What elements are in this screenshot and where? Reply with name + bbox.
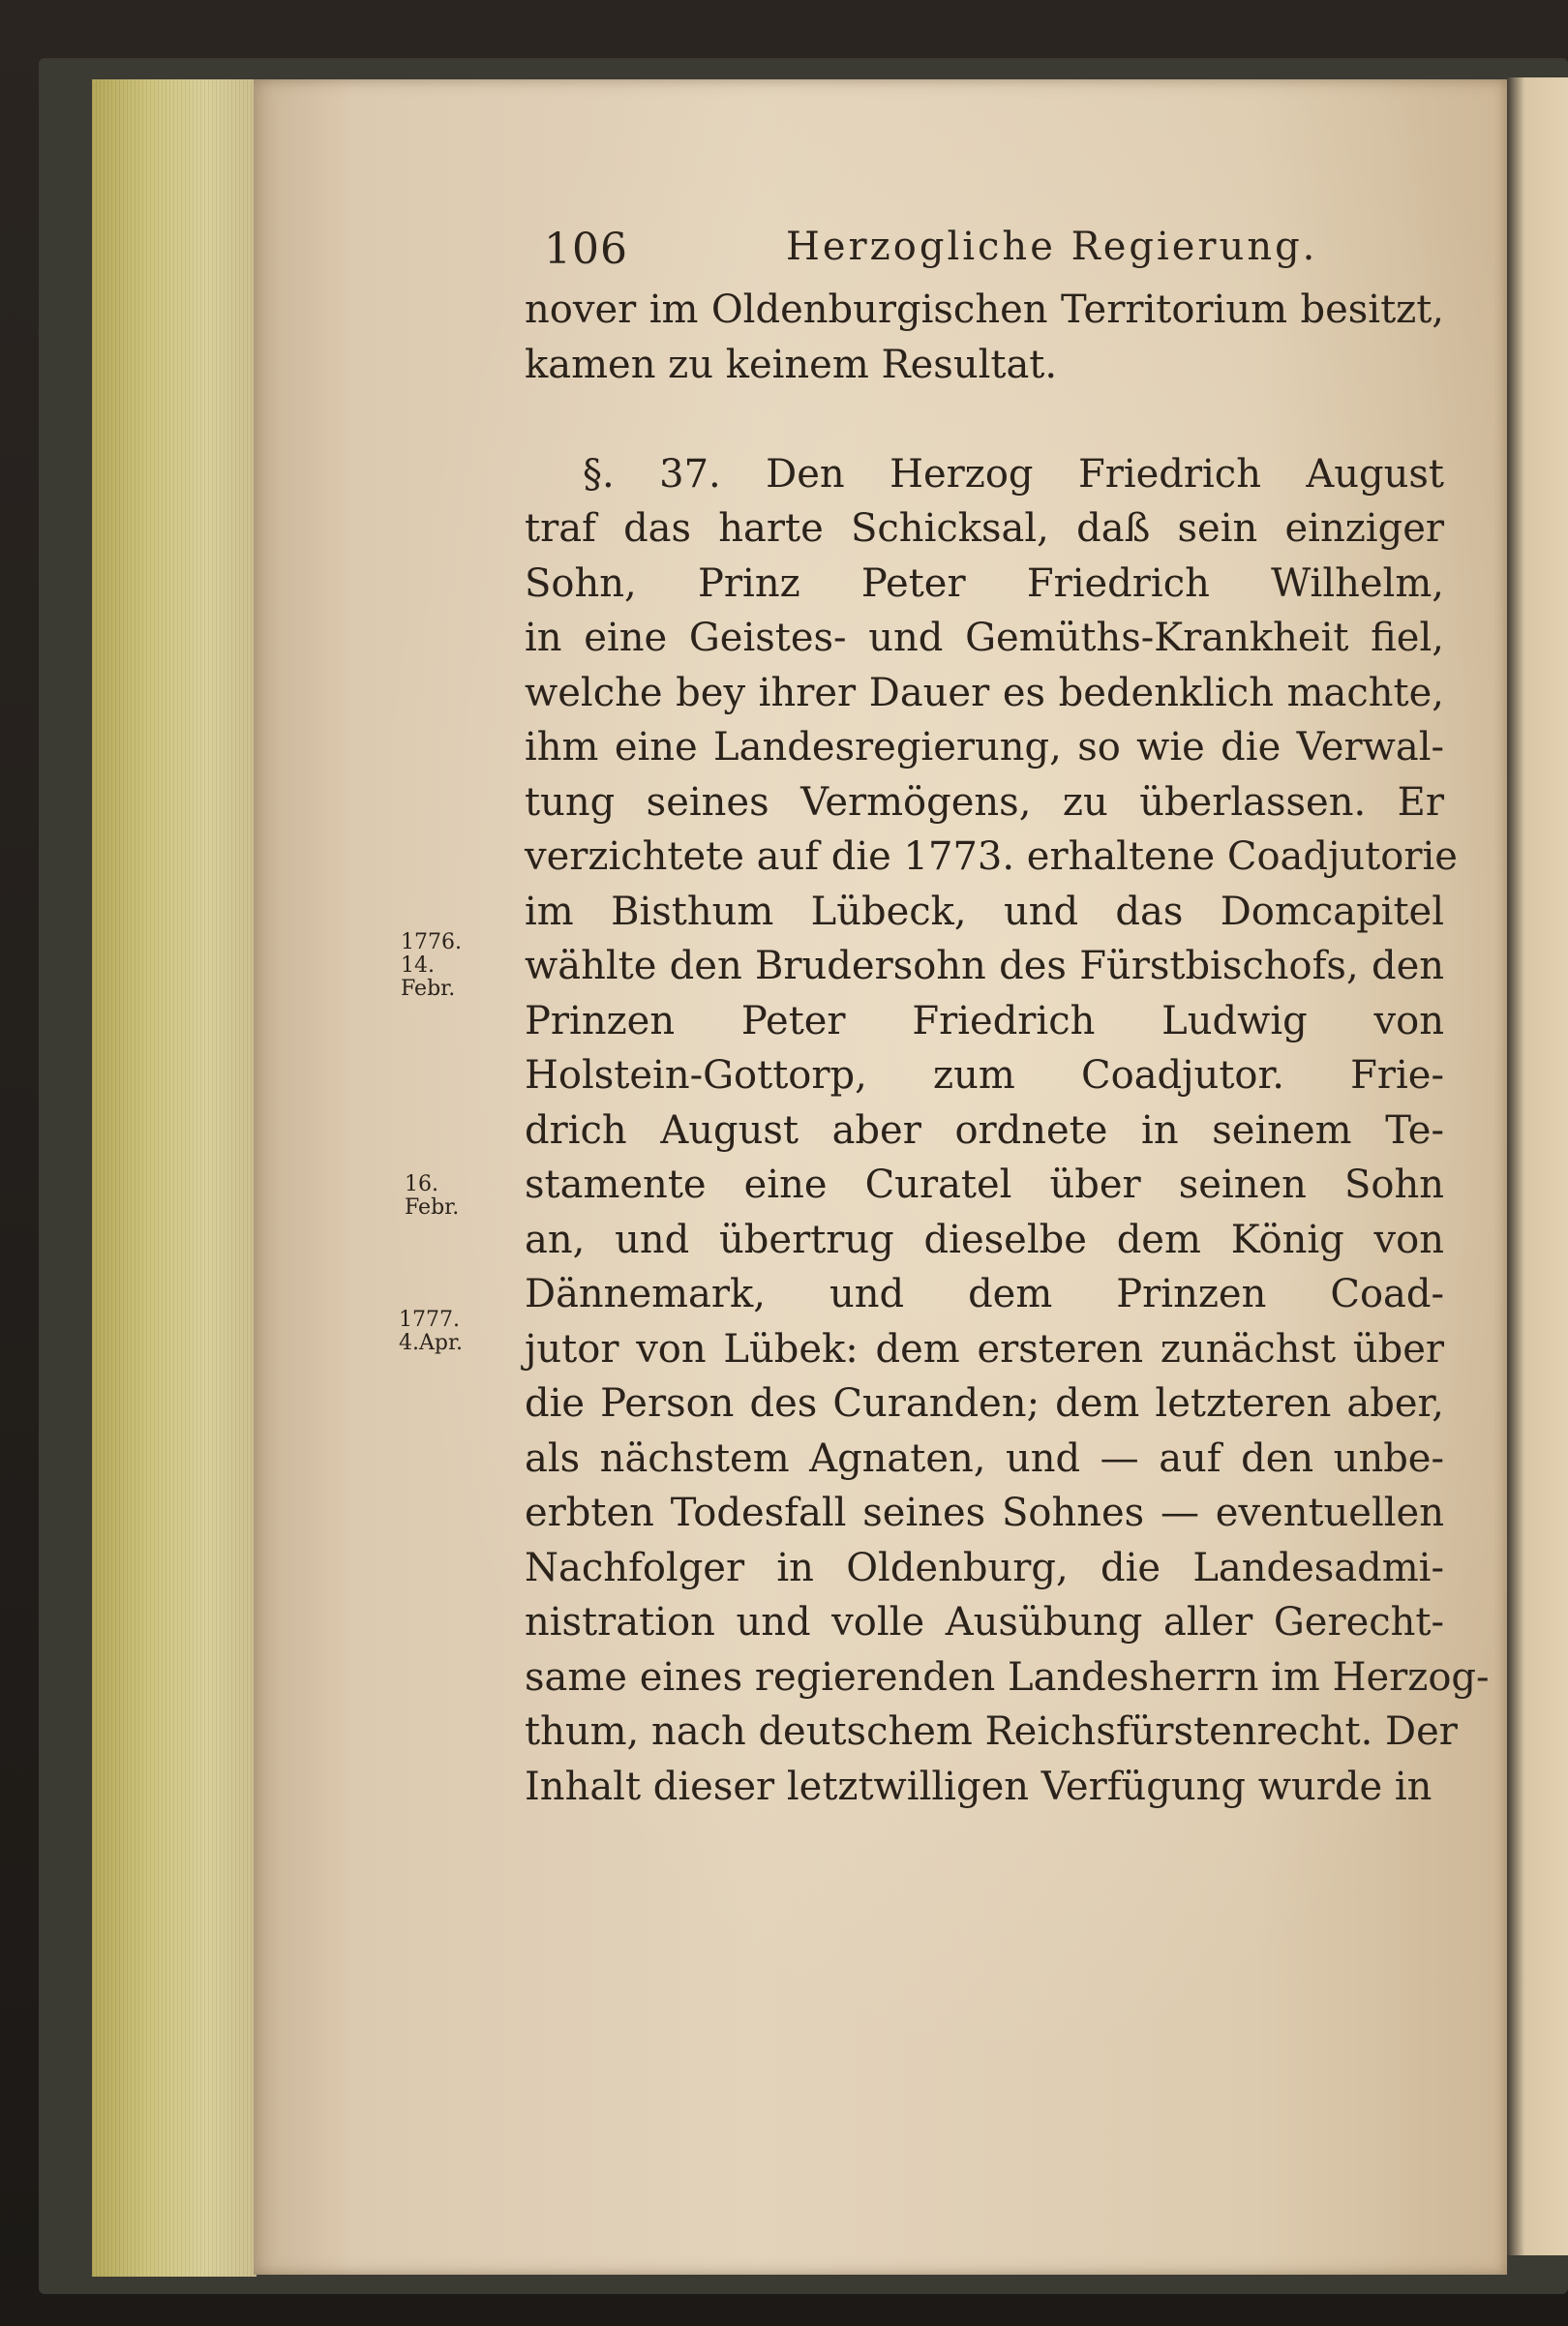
text-line: verzichtete auf die 1773. erhaltene Coadjutorie bbox=[525, 834, 1458, 879]
text-line: welche bey ihrer Dauer es bedenklich machte, bbox=[525, 670, 1444, 715]
text-line: Holstein-Gottorp, zum Coadjutor. Frie- bbox=[525, 1053, 1444, 1098]
text-line: Sohn, Prinz Peter Friedrich Wilhelm, bbox=[525, 560, 1444, 606]
text-line: erbten Todesfall seines Sohnes — eventuellen bbox=[525, 1491, 1444, 1535]
text-line: im Bisthum Lübeck, und das Domcapitel bbox=[525, 889, 1444, 934]
text-line: an, und übertrug dieselbe dem König von bbox=[525, 1217, 1444, 1262]
text-line: kamen zu keinem Resultat. bbox=[525, 342, 1058, 387]
text-line: same eines regierenden Landesherrn im Herzog- bbox=[525, 1654, 1490, 1700]
page-number: 106 bbox=[544, 225, 628, 274]
margin-note-date: 16. Febr. bbox=[405, 1172, 460, 1220]
text-line: jutor von Lübek: dem ersteren zunächst über bbox=[525, 1326, 1444, 1372]
text-line: traf das harte Schicksal, daß sein einziger bbox=[525, 506, 1444, 551]
margin-note-date: 1776. 14. Febr. bbox=[401, 930, 462, 1001]
text-line: Prinzen Peter Friedrich Ludwig von bbox=[525, 998, 1444, 1043]
body-text bbox=[525, 283, 1490, 1814]
text-line: in eine Geistes- und Gemüths-Krankheit fiel, bbox=[525, 616, 1444, 660]
text-line: thum, nach deutschem Reichsfürstenrecht. Der bbox=[525, 1709, 1458, 1754]
next-page-edge bbox=[1506, 77, 1568, 2255]
text-line: stamente eine Curatel über seinen Sohn bbox=[525, 1163, 1444, 1207]
text-line: Dännemark, und dem Prinzen Coad- bbox=[525, 1272, 1444, 1316]
margin-note-date: 1777. 4.Apr. bbox=[399, 1308, 464, 1355]
paragraph-gap bbox=[525, 392, 1444, 447]
text-line: Inhalt dieser letztwilligen Verfügung wurde in bbox=[525, 1764, 1432, 1809]
text-line: die Person des Curanden; dem letzteren aber, bbox=[525, 1381, 1444, 1426]
text-line: als nächstem Agnaten, und — auf den unbe- bbox=[525, 1435, 1444, 1481]
book-page bbox=[254, 79, 1507, 2275]
text-line: nover im Oldenburgischen Territorium besitzt, bbox=[525, 287, 1444, 332]
text-line: wählte den Brudersohn des Fürstbischofs, den bbox=[525, 944, 1444, 988]
text-line: drich August aber ordnete in seinem Te- bbox=[525, 1107, 1444, 1153]
text-line: nistration und volle Ausübung aller Gerecht- bbox=[525, 1600, 1444, 1645]
text-line: tung seines Vermögens, zu überlassen. Er bbox=[525, 779, 1444, 825]
text-line: §. 37. Den Herzog Friedrich August bbox=[583, 451, 1444, 497]
text-line: Nachfolger in Oldenburg, die Landesadmi- bbox=[525, 1545, 1444, 1590]
running-head: Herzogliche Regierung. bbox=[786, 225, 1318, 269]
text-line: ihm eine Landesregierung, so wie die Verwal- bbox=[525, 725, 1444, 770]
page-block-edge bbox=[92, 79, 256, 2277]
